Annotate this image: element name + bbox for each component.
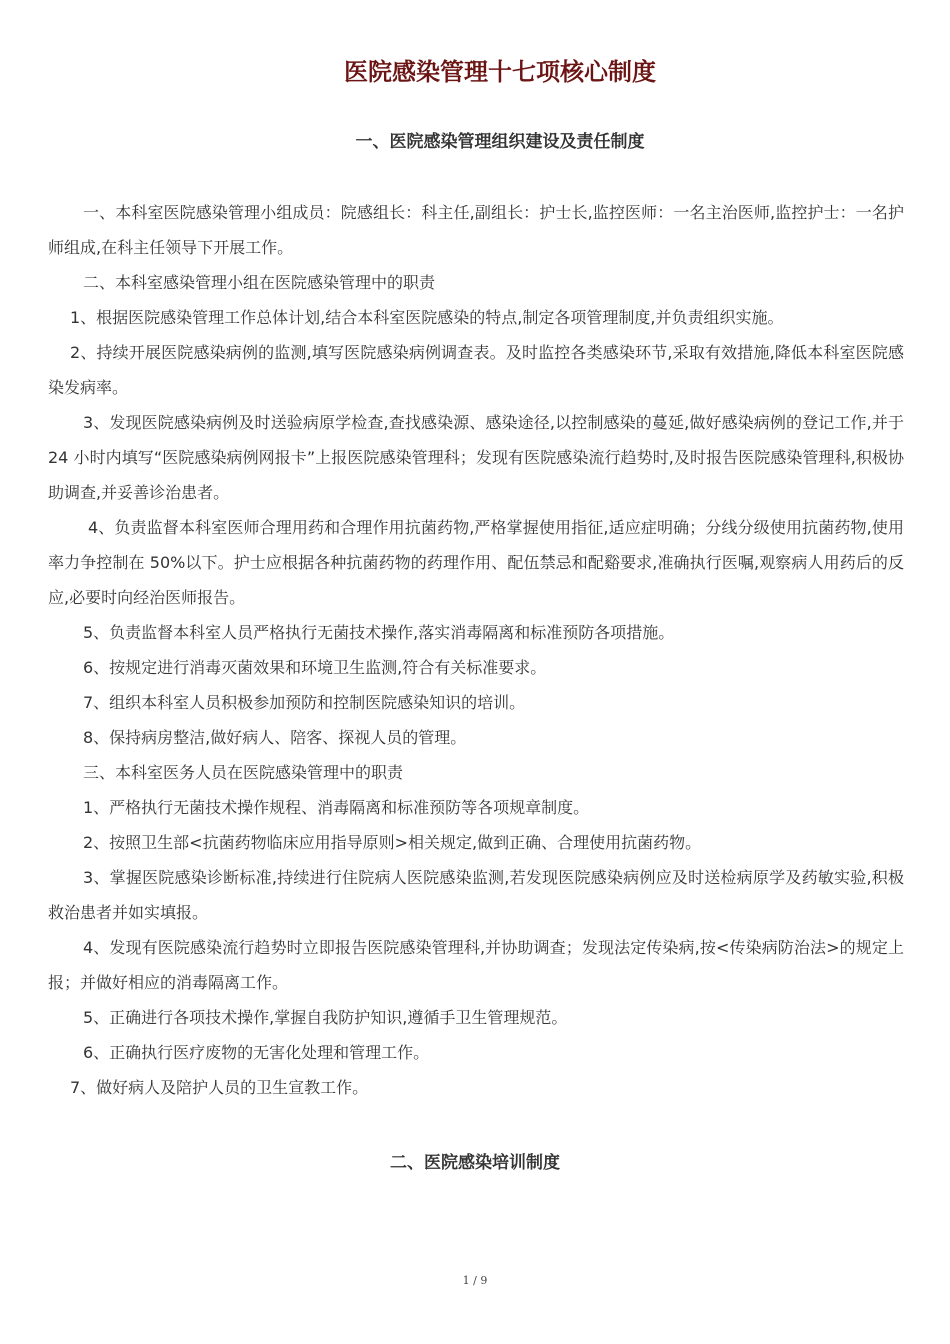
paragraph: 6、按规定进行消毒灭菌效果和环境卫生监测,符合有关标准要求。 (83, 658, 547, 677)
paragraph: 二、本科室感染管理小组在医院感染管理中的职责 (83, 273, 436, 292)
paragraph: 3、发现医院感染病例及时送验病原学检查,查找感染源、感染途径,以控制感染的蔓延,做好感染病例的登记工作,并于 24 小时内填写“医院感染病例网报卡”上报医院感染管理科；发现有医院感染流行趋势时,及时报告医院感染管理科,积极协助调查,并妥善诊治患者。 (48, 413, 904, 502)
paragraph: 4、负责监督本科室医师合理用药和合理作用抗菌药物,严格掌握使用指征,适应症明确；分线分级使用抗菌药物,使用率力争控制在 50%以下。护士应根据各种抗菌药物的药理作用、配伍禁忌和配谿要求,准确执行医嘱,观察病人用药后的反应,必要时向经治医师报告。 (48, 518, 904, 607)
paragraph: 1、严格执行无菌技术操作规程、消毒隔离和标准预防等各项规章制度。 (83, 798, 590, 817)
paragraph: 5、负责监督本科室人员严格执行无菌技术操作,落实消毒隔离和标准预防各项措施。 (83, 623, 675, 642)
paragraph: 1、根据医院感染管理工作总体计划,结合本科室医院感染的特点,制定各项管理制度,并负责组织实施。 (70, 308, 784, 327)
paragraph: 4、发现有医院感染流行趋势时立即报告医院感染管理科,并协助调查；发现法定传染病,按<传染病防治法>的规定上报；并做好相应的消毒隔离工作。 (48, 938, 904, 992)
section-heading-2: 二、医院感染培训制度 (390, 1153, 560, 1173)
paragraph: 3、掌握医院感染诊断标准,持续进行住院病人医院感染监测,若发现医院感染病例应及时送检病原学及药敏实验,积极救治患者并如实填报。 (48, 868, 904, 922)
paragraph: 8、保持病房整洁,做好病人、陪客、探视人员的管理。 (83, 728, 467, 747)
paragraph: 2、持续开展医院感染病例的监测,填写医院感染病例调查表。及时监控各类感染环节,采取有效措施,降低本科室医院感染发病率。 (48, 343, 904, 397)
paragraph: 三、本科室医务人员在医院感染管理中的职责 (83, 763, 404, 782)
paragraph: 7、做好病人及陪护人员的卫生宣教工作。 (70, 1078, 369, 1097)
paragraph: 一、本科室医院感染管理小组成员：院感组长：科主任,副组长：护士长,监控医师：一名主治医师,监控护士：一名护师组成,在科主任领导下开展工作。 (48, 203, 904, 257)
section-heading-1: 一、医院感染管理组织建设及责任制度 (355, 132, 645, 152)
page-number: 1 / 9 (462, 1274, 488, 1287)
paragraph: 7、组织本科室人员积极参加预防和控制医院感染知识的培训。 (83, 693, 526, 712)
paragraph: 2、按照卫生部<抗菌药物临床应用指导原则>相关规定,做到正确、合理使用抗菌药物。 (83, 833, 702, 852)
document-body (48, 195, 904, 1105)
paragraph: 6、正确执行医疗废物的无害化处理和管理工作。 (83, 1043, 430, 1062)
document-title: 医院感染管理十七项核心制度 (344, 58, 656, 86)
paragraph: 5、正确进行各项技术操作,掌握自我防护知识,遵循手卫生管理规范。 (83, 1008, 568, 1027)
